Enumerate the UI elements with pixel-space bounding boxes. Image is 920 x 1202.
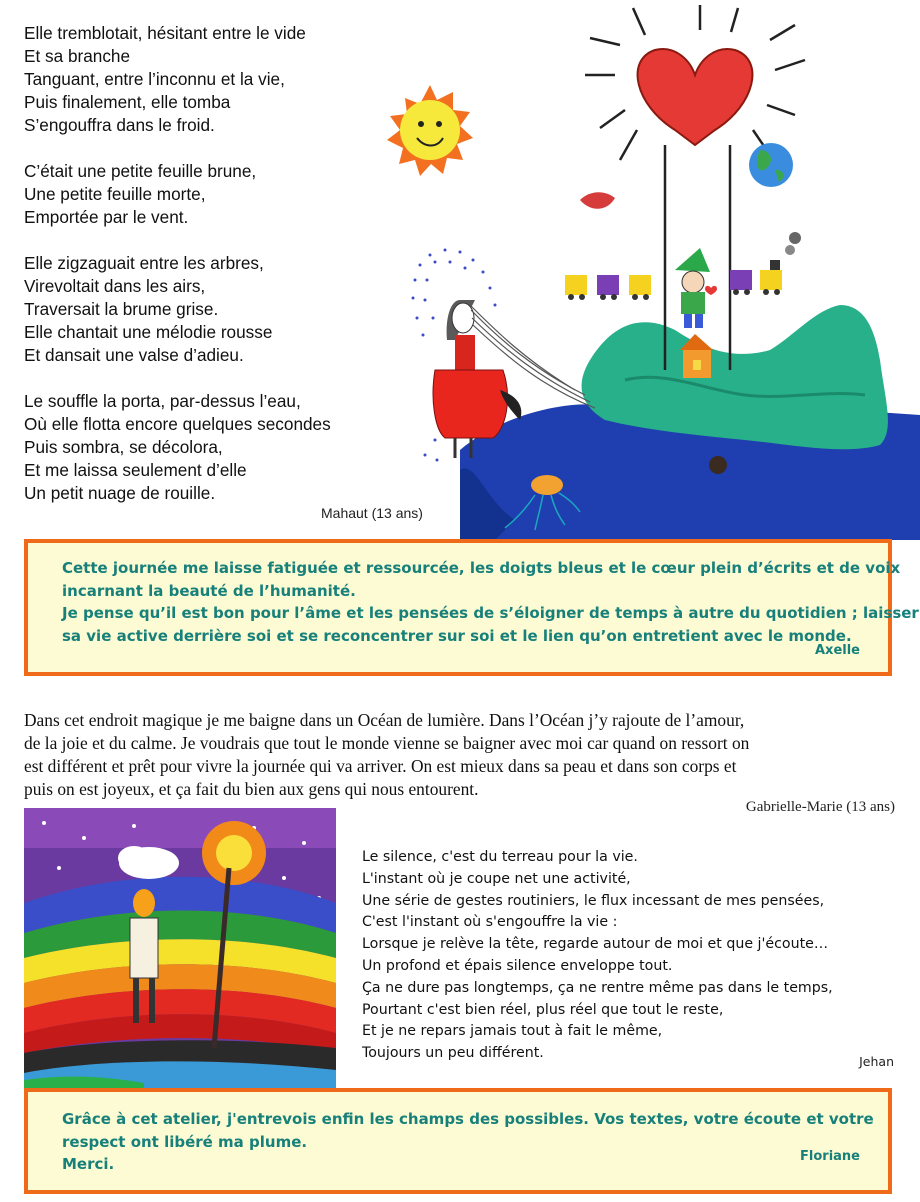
quote-line: incarnant la beauté de l’humanité.	[62, 581, 356, 600]
poem-stanza	[24, 390, 404, 505]
poem-line: Où elle flotta encore quelques secondes	[24, 414, 331, 434]
quote-author: Floriane	[800, 1148, 860, 1164]
poem-line: Puis finalement, elle tomba	[24, 92, 231, 112]
quote-author: Axelle	[815, 642, 860, 658]
poem-line: Un profond et épais silence enveloppe tout.	[362, 957, 673, 974]
poem-line: Emportée par le vent.	[24, 207, 189, 227]
quote-line: sa vie active derrière soi et se reconcentrer sur soi et le lien qu’on entretient avec le monde.	[62, 626, 852, 645]
prose-gabrielle	[24, 709, 896, 801]
prose-line: Dans cet endroit magique je me baigne dans un Océan de lumière. Dans l’Océan j’y rajoute de l’amour,	[24, 710, 745, 730]
poem-line: Et me laissa seulement d’elle	[24, 460, 247, 480]
poem-line: L'instant où je coupe net une activité,	[362, 870, 631, 887]
poem-line: Ça ne dure pas longtemps, ça ne rentre même pas dans le temps,	[362, 979, 833, 996]
poem-author: Mahaut (13 ans)	[321, 505, 423, 521]
child-drawing-rainbow	[24, 808, 336, 1088]
child-drawing-sun-heart-girl	[375, 0, 920, 540]
poem-stanza	[24, 22, 404, 137]
poem-stanza	[24, 160, 404, 229]
poem-line: Et je ne repars jamais tout à fait le même,	[362, 1023, 663, 1040]
poem-line: Elle tremblotait, hésitant entre le vide	[24, 23, 306, 43]
poem-mahaut	[24, 22, 404, 505]
poem-line: Puis sombra, se décolora,	[24, 437, 223, 457]
quote-line: Cette journée me laisse fatiguée et ressourcée, les doigts bleus et le cœur plein d’écrits et de voix	[62, 559, 901, 577]
quote-box-axelle	[24, 539, 919, 676]
poem-line: Tanguant, entre l’inconnu et la vie,	[24, 69, 285, 89]
prose-author: Gabrielle-Marie (13 ans)	[745, 799, 895, 815]
poem-line: Et dansait une valse d’adieu.	[24, 345, 244, 365]
quote-line: respect ont libéré ma plume.	[62, 1132, 308, 1151]
quote-box-floriane	[24, 1088, 892, 1194]
poem-stanza	[24, 252, 404, 367]
quote-line: Merci.	[62, 1155, 115, 1173]
quote-line: Je pense qu’il est bon pour l’âme et les pensées de s’éloigner de temps à autre du quotidien ; laisser	[62, 604, 919, 622]
poem-line: Pourtant c'est bien réel, plus réel que tout le reste,	[362, 1001, 724, 1018]
quote-line: Grâce à cet atelier, j'entrevois enfin les champs des possibles. Vos textes, votre écoute et votre	[62, 1110, 874, 1128]
poem-line: S’engouffra dans le froid.	[24, 115, 215, 135]
poem-jehan	[362, 847, 902, 1065]
prose-line: puis on est joyeux, et ça fait du bien aux gens qui nous entourent.	[24, 779, 479, 799]
poem-line: Lorsque je relève la tête, regarde autour de moi et que j'écoute…	[362, 936, 829, 953]
poem-line: Une série de gestes routiniers, le flux incessant de mes pensées,	[362, 892, 825, 909]
poem-line: Une petite feuille morte,	[24, 184, 206, 204]
poem-line: C'est l'instant où s'engouffre la vie :	[362, 914, 618, 931]
poem-line: C’était une petite feuille brune,	[24, 161, 257, 181]
poem-line: Le souffle la porta, par-dessus l’eau,	[24, 391, 301, 411]
poem-line: Toujours un peu différent.	[362, 1045, 544, 1062]
poem-author: Jehan	[859, 1054, 894, 1069]
poem-line: Traversait la brume grise.	[24, 299, 219, 319]
poem-line: Et sa branche	[24, 46, 131, 66]
poem-line: Elle chantait une mélodie rousse	[24, 322, 273, 342]
poem-line: Le silence, c'est du terreau pour la vie.	[362, 849, 638, 865]
prose-line: de la joie et du calme. Je voudrais que tout le monde vienne se baigner avec moi car quand on ressort on	[24, 733, 750, 753]
poem-line: Elle zigzaguait entre les arbres,	[24, 253, 264, 273]
poem-line: Un petit nuage de rouille.	[24, 483, 216, 503]
poem-line: Virevoltait dans les airs,	[24, 276, 206, 296]
prose-line: est différent et prêt pour vivre la journée qui va arriver. On est mieux dans sa peau et dans son corps et	[24, 756, 737, 776]
